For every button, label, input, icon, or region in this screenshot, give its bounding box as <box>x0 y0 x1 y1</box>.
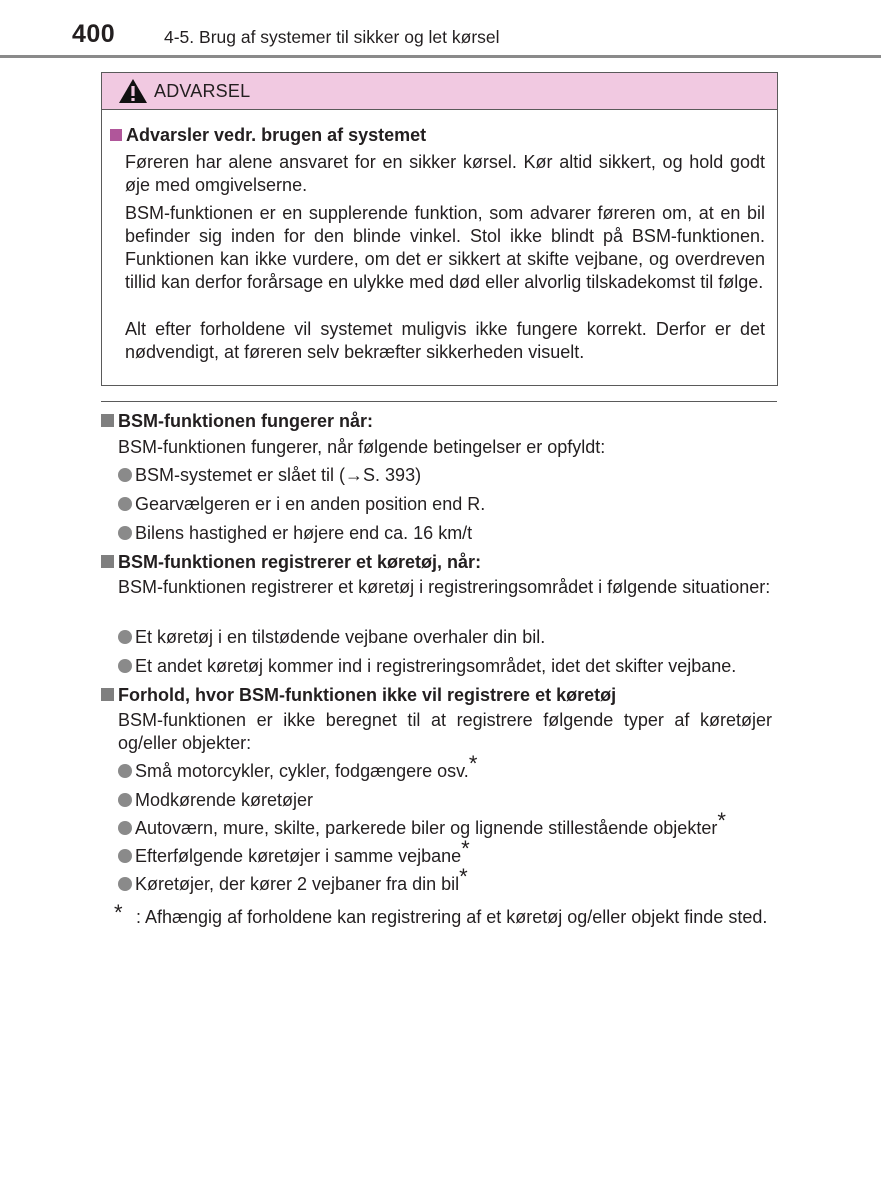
list-item: BSM-systemet er slået til (→S. 393) <box>118 465 421 486</box>
bullet-dot-icon <box>118 497 132 511</box>
warning-paragraph: Føreren har alene ansvaret for en sikker kørsel. Kør altid sikkert, og hold godt øje med omgivelserne. <box>125 152 765 195</box>
page-number: 400 <box>72 20 116 48</box>
list-item: Bilens hastighed er højere end ca. 16 km/t <box>118 523 472 544</box>
section-title: Forhold, hvor BSM-funktionen ikke vil registrere et køretøj <box>101 685 616 706</box>
warning-subtitle: Advarsler vedr. brugen af systemet <box>110 125 426 146</box>
bullet-dot-icon <box>118 468 132 482</box>
chapter-title: 4-5. Brug af systemer til sikker og let kørsel <box>164 27 500 47</box>
section-intro: BSM-funktionen fungerer, når følgende betingelser er opfyldt: <box>118 437 606 457</box>
section-square-icon <box>110 129 122 141</box>
bullet-dot-icon <box>118 877 132 891</box>
warning-triangle-icon <box>118 78 148 104</box>
warning-box <box>101 72 778 386</box>
bullet-dot-icon <box>118 764 132 778</box>
section-square-icon <box>101 414 114 427</box>
footnote-text: : Afhængig af forholdene kan registrering af et køretøj og/eller objekt finde sted. <box>136 907 768 927</box>
bullet-dot-icon <box>118 821 132 835</box>
section-title: BSM-funktionen registrerer et køretøj, når: <box>101 552 481 573</box>
footnote-star: * <box>468 751 478 776</box>
section-title: BSM-funktionen fungerer når: <box>101 411 373 432</box>
list-item: Et køretøj i en tilstødende vejbane overhaler din bil. <box>118 627 545 648</box>
section-divider <box>101 401 777 402</box>
bullet-dot-icon <box>118 659 132 673</box>
warning-header <box>102 73 777 110</box>
list-item: Et andet køretøj kommer ind i registreringsområdet, idet det skifter vejbane. <box>118 656 736 677</box>
section-intro: BSM-funktionen registrerer et køretøj i registreringsområdet i følgende situationer: <box>118 577 771 597</box>
section-square-icon <box>101 555 114 568</box>
bullet-dot-icon <box>118 630 132 644</box>
footnote-star: * <box>461 836 470 861</box>
list-item: Gearvælgeren er i en anden position end R. <box>118 494 485 515</box>
list-item: Små motorcykler, cykler, fodgængere osv.* <box>118 761 477 782</box>
list-item: Efterfølgende køretøjer i samme vejbane* <box>118 846 470 867</box>
footnote-star: * <box>717 808 726 833</box>
list-item: Modkørende køretøjer <box>118 790 313 811</box>
warning-paragraph: BSM-funktionen er en supplerende funktion, som advarer føreren om, at en bil befinder sig inden for den blinde vinkel. Stol ikke blindt på BSM-funktionen. Funktionen kan ikke vurdere, om det er sikkert at skifte vejbane, og overdreven tillid kan derfor forårsage en ulykke med død eller alvorlig tilskadekomst til følge. <box>125 203 765 292</box>
warning-paragraph: Alt efter forholdene vil systemet muligvis ikke fungere korrekt. Derfor er det nødvendigt, at føreren selv bekræfter sikkerheden visuelt. <box>125 319 765 362</box>
page-header <box>0 0 881 58</box>
list-item: Køretøjer, der kører 2 vejbaner fra din bil* <box>118 874 468 895</box>
warning-title: ADVARSEL <box>154 81 251 101</box>
bullet-dot-icon <box>118 526 132 540</box>
header-divider <box>0 55 881 58</box>
footnote-star: * <box>459 864 468 889</box>
list-item: Autoværn, mure, skilte, parkerede biler og lignende stillestående objekter* <box>118 818 726 839</box>
section-square-icon <box>101 688 114 701</box>
bullet-dot-icon <box>118 849 132 863</box>
section-intro: BSM-funktionen er ikke beregnet til at registrere følgende typer af køretøjer og/eller objekter: <box>118 710 772 753</box>
footnote-mark: * <box>114 900 123 925</box>
bullet-dot-icon <box>118 793 132 807</box>
